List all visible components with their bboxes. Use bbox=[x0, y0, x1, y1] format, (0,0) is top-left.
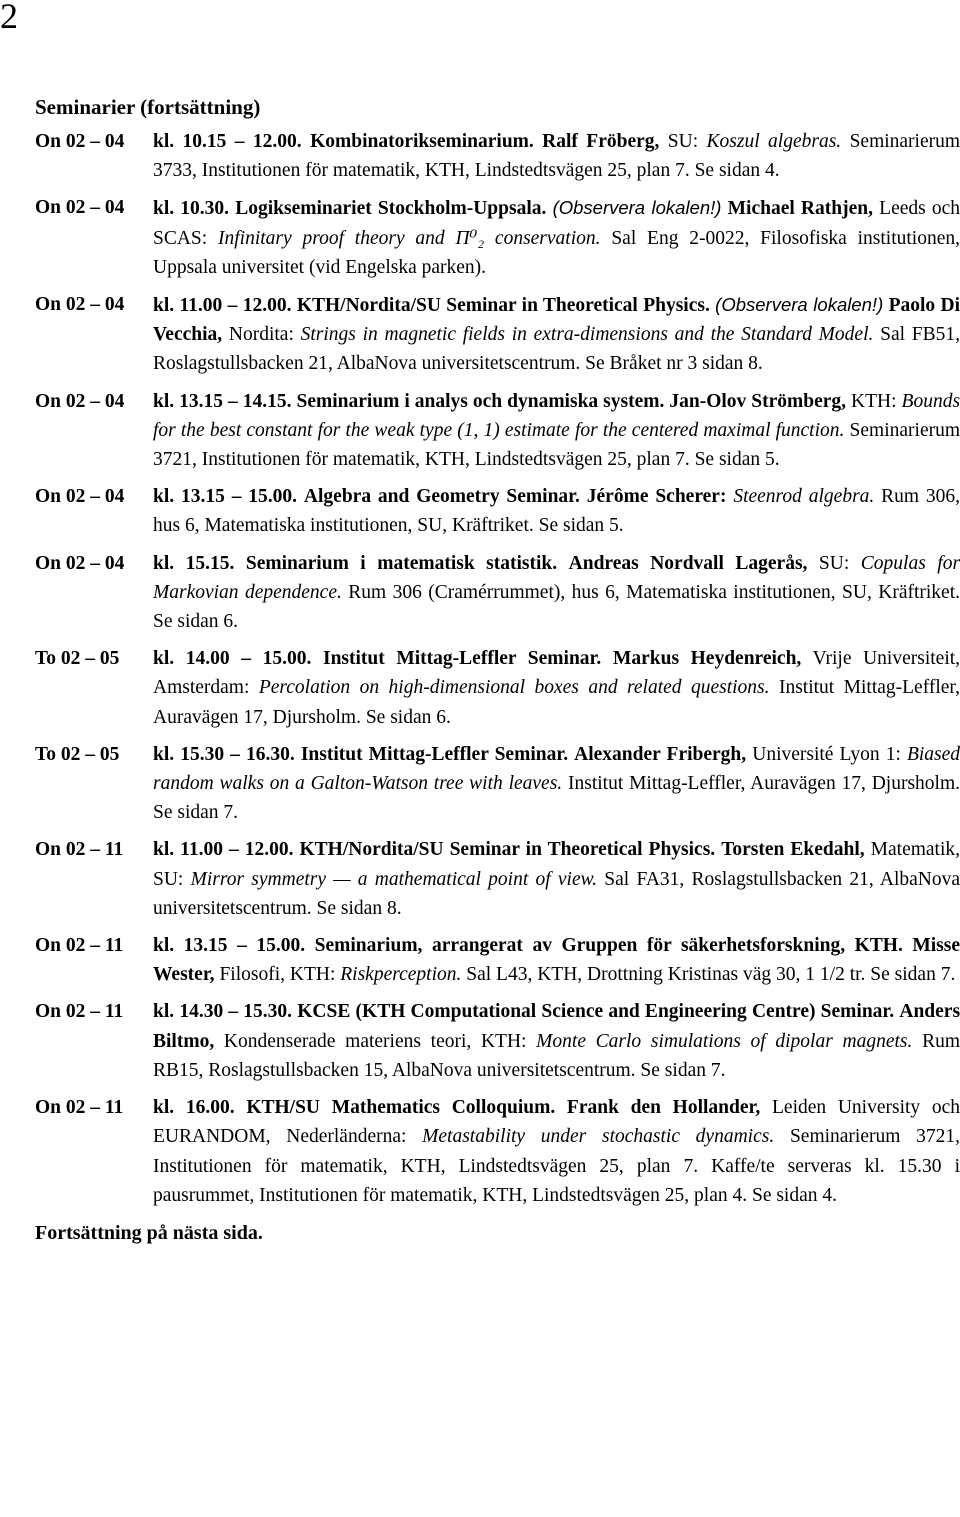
entry-time: kl. 14.00 – 15.00. bbox=[153, 648, 312, 670]
entry-speaker: Frank den Hollander, bbox=[566, 1097, 761, 1119]
seminar-entry bbox=[35, 835, 960, 923]
entry-date: On 02 – 11 bbox=[35, 935, 124, 957]
entry-time: kl. 13.15 – 15.00. bbox=[153, 486, 298, 508]
entry-speaker: Torsten Ekedahl, bbox=[721, 839, 865, 861]
entry-affiliation: Matematik, SU: bbox=[153, 839, 960, 890]
entry-date: On 02 – 11 bbox=[35, 839, 124, 861]
entry-time: kl. 11.00 – 12.00. bbox=[153, 295, 292, 317]
entry-date: On 02 – 04 bbox=[35, 197, 125, 219]
entry-speaker: Paolo Di Vecchia, bbox=[153, 295, 960, 346]
entry-location: Sal FA31, Roslagstullsbacken 21, AlbaNova universitetscentrum. Se sidan 8. bbox=[153, 868, 960, 919]
entry-seminar: Institut Mittag-Leffler Seminar. bbox=[322, 648, 602, 670]
entry-talk-title: Bounds for the best constant for the weak type (1, 1) estimate for the centered maximal function. bbox=[153, 390, 960, 441]
entry-talk-title: Percolation on high-dimensional boxes and related questions. bbox=[258, 677, 770, 699]
entry-location: Rum 306 (Cramérrummet), hus 6, Matematiska institutionen, SU, Kräftriket. Se sidan 6. bbox=[153, 581, 960, 633]
entry-seminar: Seminarium i analys och dynamiska system. bbox=[296, 390, 665, 412]
entry-speaker: Markus Heydenreich, bbox=[612, 648, 802, 670]
entry-seminar: KTH/Nordita/SU Seminar in Theoretical Physics. bbox=[296, 295, 710, 317]
entry-affiliation: Vrije Universiteit, Amsterdam: bbox=[153, 648, 960, 699]
page-number: 2 bbox=[0, 0, 18, 36]
entry-date: On 02 – 11 bbox=[35, 1097, 124, 1119]
entry-speaker: Anders Biltmo, bbox=[153, 1001, 960, 1052]
seminar-entry bbox=[35, 1093, 960, 1210]
entry-location: Rum RB15, Roslagstullsbacken 15, AlbaNova universitetscentrum. Se sidan 7. bbox=[153, 1030, 960, 1081]
section-heading: Seminarier (fortsättning) bbox=[35, 95, 261, 119]
entry-seminar: Seminarium i matematisk statistik. bbox=[245, 552, 558, 574]
entry-seminar: KTH/Nordita/SU Seminar in Theoretical Physics. bbox=[299, 839, 716, 861]
seminar-entry bbox=[35, 193, 960, 282]
entry-time: kl. 10.15 – 12.00. bbox=[153, 131, 302, 152]
seminar-entry bbox=[35, 549, 960, 637]
entry-date: On 02 – 04 bbox=[35, 390, 125, 412]
entry-date: On 02 – 04 bbox=[35, 131, 125, 152]
seminar-list bbox=[35, 92, 960, 1248]
entry-date: On 02 – 11 bbox=[35, 1001, 124, 1023]
entry-note: (Observera lokalen!) bbox=[552, 197, 722, 219]
entry-talk-title: Copulas for Markovian dependence. bbox=[153, 552, 960, 603]
entry-time: kl. 13.15 – 14.15. bbox=[153, 390, 292, 412]
seminar-entry bbox=[35, 644, 960, 732]
seminar-entry bbox=[35, 482, 960, 540]
entry-time: kl. 11.00 – 12.00. bbox=[153, 839, 294, 861]
entry-time: kl. 15.15. bbox=[153, 552, 235, 574]
entry-talk-title: Biased random walks on a Galton-Watson tree with leaves. bbox=[153, 743, 960, 795]
seminar-entry bbox=[35, 740, 960, 828]
entry-affiliation: Leiden University och EURANDOM, Nederländerna: bbox=[153, 1097, 960, 1148]
seminar-entry bbox=[35, 931, 960, 989]
entry-speaker: Jérôme Scherer: bbox=[586, 486, 727, 508]
entry-speaker: Misse Wester, bbox=[153, 935, 960, 986]
entry-date: To 02 – 05 bbox=[35, 648, 120, 670]
entry-location: Rum 306, hus 6, Matematiska institutionen, SU, Kräftriket. Se sidan 5. bbox=[153, 486, 960, 537]
entry-location: Sal FB51, Roslagstullsbacken 21, AlbaNova universitetscentrum. Se Bråket nr 3 sidan 8. bbox=[153, 324, 960, 375]
entry-location: Institut Mittag-Leffler, Auravägen 17, Djursholm. Se sidan 7. bbox=[153, 773, 960, 824]
entry-seminar: Seminarium, arrangerat av Gruppen för säkerhetsforskning, KTH. bbox=[314, 935, 903, 957]
entry-affiliation: Leeds och SCAS: bbox=[153, 198, 960, 249]
entry-talk-title: Monte Carlo simulations of dipolar magnets. bbox=[536, 1030, 913, 1052]
entry-time: kl. 13.15 – 15.00. bbox=[153, 935, 306, 957]
entry-date: On 02 – 04 bbox=[35, 552, 125, 574]
entry-date: To 02 – 05 bbox=[35, 743, 120, 765]
entry-seminar: KCSE (KTH Computational Science and Engineering Centre) Seminar. bbox=[297, 1001, 895, 1023]
seminar-entry bbox=[35, 127, 960, 185]
entry-location: Sal Eng 2-0022, Filosofiska institutionen, Uppsala universitet (vid Engelska parken). bbox=[153, 227, 960, 278]
seminar-entry bbox=[35, 290, 960, 379]
continued-note: Fortsättning på nästa sida. bbox=[35, 1221, 263, 1244]
entry-affiliation: Université Lyon 1: bbox=[752, 743, 901, 765]
entry-time: kl. 16.00. bbox=[153, 1097, 235, 1119]
entry-seminar: Institut Mittag-Leffler Seminar. bbox=[300, 743, 569, 765]
entry-location: Seminarierum 3733, Institutionen för matematik, KTH, Lindstedtsvägen 25, plan 7. Se sidan 4. bbox=[153, 131, 960, 182]
entry-talk-title: Metastability under stochastic dynamics. bbox=[422, 1126, 775, 1148]
entry-time: kl. 15.30 – 16.30. bbox=[153, 743, 295, 765]
entry-seminar: Logikseminariet Stockholm-Uppsala. bbox=[235, 198, 547, 220]
entry-location: Sal L43, KTH, Drottning Kristinas väg 30, 1 1/2 tr. Se sidan 7. bbox=[466, 964, 956, 986]
entry-affiliation: Filosofi, KTH: bbox=[219, 964, 336, 986]
entry-speaker: Michael Rathjen, bbox=[727, 198, 873, 220]
entry-affiliation: SU: bbox=[818, 552, 850, 574]
entry-date: On 02 – 04 bbox=[35, 486, 125, 508]
entry-talk-title: Strings in magnetic fields in extra-dimensions and the Standard Model. bbox=[300, 324, 874, 346]
entry-seminar: KTH/SU Mathematics Colloquium. bbox=[246, 1097, 556, 1119]
entry-location: Seminarierum 3721, Institutionen för matematik, KTH, Lindstedtsvägen 25, plan 7. Se sidan 5. bbox=[153, 419, 960, 471]
entry-speaker: Andreas Nordvall Lagerås, bbox=[568, 552, 808, 574]
seminar-entry bbox=[35, 387, 960, 475]
entry-affiliation: SU: bbox=[667, 131, 699, 152]
entry-talk-title: Riskperception. bbox=[340, 964, 462, 986]
entry-affiliation: KTH: bbox=[851, 390, 897, 412]
entry-seminar: Kombinatorikseminarium. bbox=[310, 131, 534, 152]
entry-location: Institut Mittag-Leffler, Auravägen 17, Djursholm. Se sidan 6. bbox=[153, 677, 960, 728]
entry-location: Seminarierum 3721, Institutionen för matematik, KTH, Lindstedtsvägen 25, plan 7. Kaffe/te serveras kl. 15.30 i pausrummet, Institutionen för matematik, KTH, Lindstedtsvägen 25, plan 4. Se sidan 4. bbox=[153, 1126, 960, 1206]
entry-talk-title: Steenrod algebra. bbox=[733, 486, 875, 508]
entry-speaker: Ralf Fröberg, bbox=[542, 131, 660, 152]
entry-speaker: Alexander Fribergh, bbox=[574, 743, 747, 765]
entry-talk-title: Infinitary proof theory and Π⁰₂ conservation. bbox=[218, 227, 601, 249]
entry-speaker: Jan-Olov Strömberg, bbox=[669, 390, 847, 412]
entry-time: kl. 10.30. bbox=[153, 198, 230, 220]
entry-date: On 02 – 04 bbox=[35, 294, 125, 316]
entry-talk-title: Mirror symmetry — a mathematical point of view. bbox=[190, 868, 598, 890]
entry-talk-title: Koszul algebras. bbox=[706, 131, 842, 152]
seminar-entry bbox=[35, 997, 960, 1085]
entry-affiliation: Nordita: bbox=[228, 324, 294, 346]
entry-seminar: Algebra and Geometry Seminar. bbox=[303, 486, 580, 508]
entry-affiliation: Kondenserade materiens teori, KTH: bbox=[223, 1030, 527, 1052]
entry-note: (Observera lokalen!) bbox=[715, 294, 884, 316]
entry-time: kl. 14.30 – 15.30. bbox=[153, 1001, 293, 1023]
